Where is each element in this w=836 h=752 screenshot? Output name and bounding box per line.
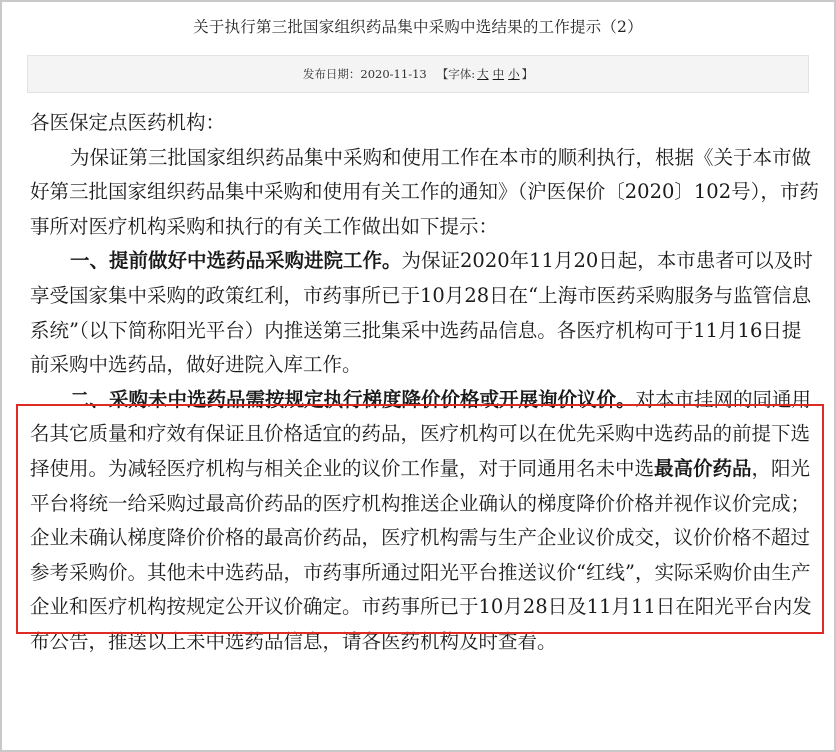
article-meta-bar bbox=[27, 55, 809, 93]
section-2-bold-term: 最高价药品 bbox=[654, 456, 752, 480]
section-2-heading: 二、采购未中选药品需按规定执行梯度降价价格或开展询价议价。 bbox=[70, 387, 636, 411]
font-size-small-link[interactable]: 小 bbox=[508, 67, 520, 81]
greeting: 各医保定点医药机构： bbox=[30, 111, 226, 134]
article-body bbox=[30, 106, 820, 660]
publish-date: 2020-11-13 bbox=[360, 67, 427, 81]
intro-paragraph: 为保证第三批国家组织药品集中采购和使用工作在本市的顺利执行，根据《关于本市做好第三批国家组织药品集中采购和使用有关工作的通知》（沪医保价〔2020〕102号），市药事所对医疗机构采购和执行的有关工作做出如下提示： bbox=[30, 145, 819, 238]
section-2-body-a: 对本市挂网的同通用名其它质量和疗效有保证且价格适宜的药品，医疗机构可以在优先采购中选药品的前提下选择使用。为减轻医疗机构与相关企业的议价工作量，对于同通用名未中选 bbox=[30, 387, 812, 480]
font-size-prefix: 【字体: bbox=[436, 67, 476, 81]
article-title: 关于执行第三批国家组织药品集中采购中选结果的工作提示（2） bbox=[193, 18, 643, 36]
font-size-medium-link[interactable]: 中 bbox=[492, 67, 505, 81]
section-1-heading: 一、提前做好中选药品采购进院工作。 bbox=[70, 249, 402, 273]
font-size-large-link[interactable]: 大 bbox=[477, 67, 489, 81]
font-size-suffix: 】 bbox=[521, 67, 534, 81]
section-1-body: 为保证2020年11月20日起，本市患者可以及时享受国家集中采购的政策红利，市药事所已于10月28日在“上海市医药采购服务与监管信息系统”（以下简称阳光平台）内推送第三批集采中选药品信息。各医疗机构可于11月16日提前采购中选药品，做好进院入库工作。 bbox=[30, 249, 813, 377]
section-1-paragraph bbox=[30, 244, 820, 382]
section-2-paragraph bbox=[30, 383, 820, 660]
section-2-body-b: ，阳光平台将统一给采购过最高价药品的医疗机构推送企业确认的梯度降价价格并视作议价完成；企业未确认梯度降价价格的最高价药品，医疗机构需与生产企业议价成交，议价价格不超过参考采购价。其他未中选药品，市药事所通过阳光平台推送议价“红线”，实际采购价由生产企业和医疗机构按规定公开议价确定。市药事所已于10月28日及11月11日在阳光平台内发布公告，推送以上未中选药品信息，请各医药机构及时查看。 bbox=[30, 456, 812, 653]
publish-date-label: 发布日期： bbox=[302, 67, 361, 81]
